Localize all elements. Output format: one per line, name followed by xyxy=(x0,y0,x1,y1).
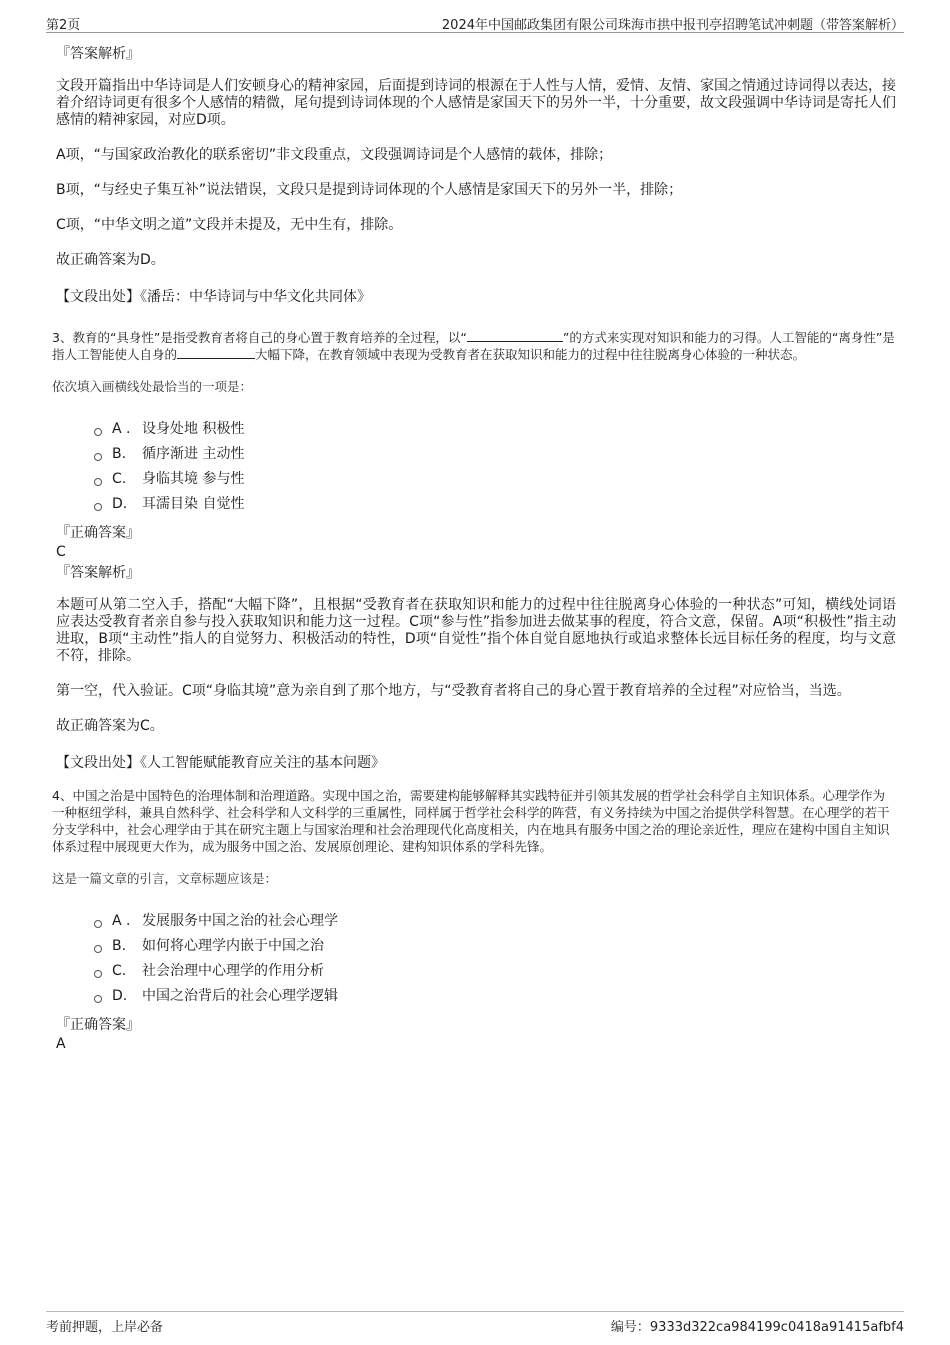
source-citation xyxy=(56,287,896,307)
option-letter: D. xyxy=(112,988,128,1004)
option-c[interactable] xyxy=(94,959,896,984)
correct-answer-label: 『正确答案』 xyxy=(56,525,140,541)
option-letter: A . xyxy=(112,421,131,437)
radio-icon[interactable] xyxy=(94,945,102,953)
option-a[interactable] xyxy=(94,417,896,442)
option-c[interactable] xyxy=(94,467,896,492)
option-text: 社会治理中心理学的作用分析 xyxy=(142,963,324,979)
option-text: 中国之治背后的社会心理学逻辑 xyxy=(142,988,338,1004)
analysis-point-b: B项，“与经史子集互补”说法错误，文段只是提到诗词体现的个人感情是家国天下的另外一半，排除； xyxy=(56,182,683,198)
question-4-prompt: 这是一篇文章的引言，文章标题应该是： xyxy=(52,871,278,886)
radio-icon[interactable] xyxy=(94,503,102,511)
document-id: 编号：9333d322ca984199c0418a91415afbf4 xyxy=(610,1320,904,1335)
source-label: 【文段出处】 xyxy=(56,755,140,771)
source-label: 【文段出处】 xyxy=(56,289,140,305)
radio-icon[interactable] xyxy=(94,428,102,436)
analysis-point-a: A项，“与国家政治教化的联系密切”非文段重点，文段强调诗词是个人感情的载体，排除； xyxy=(56,147,613,163)
option-b[interactable] xyxy=(94,934,896,959)
analysis-conclusion: 故正确答案为C。 xyxy=(56,718,164,734)
analysis-label: 『答案解析』 xyxy=(56,46,140,62)
question-4-options xyxy=(94,909,896,1009)
option-text: 如何将心理学内嵌于中国之治 xyxy=(142,938,324,954)
source-title: 《人工智能赋能教育应关注的基本问题》 xyxy=(140,755,385,771)
radio-icon[interactable] xyxy=(94,995,102,1003)
option-text: 循序渐进 主动性 xyxy=(142,446,245,462)
option-letter: A . xyxy=(112,913,131,929)
question-3-prompt: 依次填入画横线处最恰当的一项是： xyxy=(52,379,253,394)
document-body xyxy=(52,44,896,1055)
footer-slogan: 考前押题，上岸必备 xyxy=(46,1320,164,1335)
analysis-point-c: C项，“中华文明之道”文段并未提及，无中生有，排除。 xyxy=(56,217,403,233)
option-a[interactable] xyxy=(94,909,896,934)
analysis-paragraph: 第一空，代入验证。C项“身临其境”意为亲自到了那个地方，与“受教育者将自己的身心置于教育培养的全过程”对应恰当，当选。 xyxy=(56,683,851,699)
correct-answer: A xyxy=(56,1036,66,1052)
correct-answer: C xyxy=(56,544,66,560)
option-b[interactable] xyxy=(94,442,896,467)
source-citation xyxy=(56,753,896,773)
correct-answer-label: 『正确答案』 xyxy=(56,1017,140,1033)
option-letter: B. xyxy=(112,446,127,462)
option-d[interactable] xyxy=(94,492,896,517)
analysis-conclusion: 故正确答案为D。 xyxy=(56,252,165,268)
document-title: 2024年中国邮政集团有限公司珠海市拱中报刊亭招聘笔试冲刺题（带答案解析） xyxy=(441,18,904,33)
analysis-paragraph: 文段开篇指出中华诗词是人们安顿身心的精神家园，后面提到诗词的根源在于人性与人情，爱情、友情、家国之情通过诗词得以表达，接着介绍诗词更有很多个人感情的精微，尾句提到诗词体现的个人感情是家国天下的另外一半，十分重要，故文段强调中华诗词是寄托人们感情的精神家园，对应D项。 xyxy=(56,78,896,128)
fill-blank-2 xyxy=(177,346,255,359)
option-text: 设身处地 积极性 xyxy=(142,421,245,437)
option-text: 身临其境 参与性 xyxy=(142,471,245,487)
question-3-text xyxy=(52,329,896,363)
option-text: 耳濡目染 自觉性 xyxy=(142,496,245,512)
analysis-label: 『答案解析』 xyxy=(56,565,140,581)
question-4-text: 4、中国之治是中国特色的治理体制和治理道路。实现中国之治，需要建构能够解释其实践特征并引领其发展的哲学社会科学自主知识体系。心理学作为一种枢纽学科，兼具自然科学、社会科学和人文科学的三重属性，同样属于哲学社会科学的阵营，有义务持续为中国之治提供学科智慧。在心理学的若干分支学科中，社会心理学由于其在研究主题上与国家治理和社会治理现代化高度相关，内在地具有服务中国之治的理论亲近性，理应在建构中国自主知识体系过程中展现更大作为，成为服务中国之治、发展原创理论、建构知识体系的学科先锋。 xyxy=(52,788,890,854)
option-d[interactable] xyxy=(94,984,896,1009)
fill-blank-1 xyxy=(467,329,563,342)
analysis-paragraph: 本题可从第二空入手，搭配“大幅下降”，且根据“受教育者在获取知识和能力的过程中往往脱离身心体验的一种状态”可知，横线处词语应表达受教育者亲自参与投入获取知识和能力这一过程。C项“参与性”指参加进去做某事的程度，符合文意，保留。A项“积极性”指主动进取，B项“主动性”指人的自觉努力、积极活动的特性，D项“自觉性”指个体自觉自愿地执行或追求整体长远目标任务的程度，均与文意不符，排除。 xyxy=(56,597,896,664)
radio-icon[interactable] xyxy=(94,453,102,461)
option-letter: D. xyxy=(112,496,128,512)
question-3-text-part3: 大幅下降，在教育领域中表现为受教育者在获取知识和能力的过程中往往脱离身心体验的一种状态。 xyxy=(255,347,806,362)
page-header xyxy=(46,12,904,33)
question-3-text-part1: 3、教育的“具身性”是指受教育者将自己的身心置于教育培养的全过程，以“ xyxy=(52,330,467,345)
question-3-text-part2: ”的方式来实现对知识和能力的习得。人工智能的“离身性”是指人工智能使人自身的 xyxy=(52,330,895,362)
option-text: 发展服务中国之治的社会心理学 xyxy=(142,913,338,929)
page-footer xyxy=(46,1311,904,1334)
radio-icon[interactable] xyxy=(94,970,102,978)
option-letter: B. xyxy=(112,938,127,954)
radio-icon[interactable] xyxy=(94,478,102,486)
radio-icon[interactable] xyxy=(94,920,102,928)
option-letter: C. xyxy=(112,963,127,979)
page-number: 第2页 xyxy=(46,18,81,33)
question-3-options xyxy=(94,417,896,517)
source-title: 《潘岳：中华诗词与中华文化共同体》 xyxy=(140,289,371,305)
option-letter: C. xyxy=(112,471,127,487)
